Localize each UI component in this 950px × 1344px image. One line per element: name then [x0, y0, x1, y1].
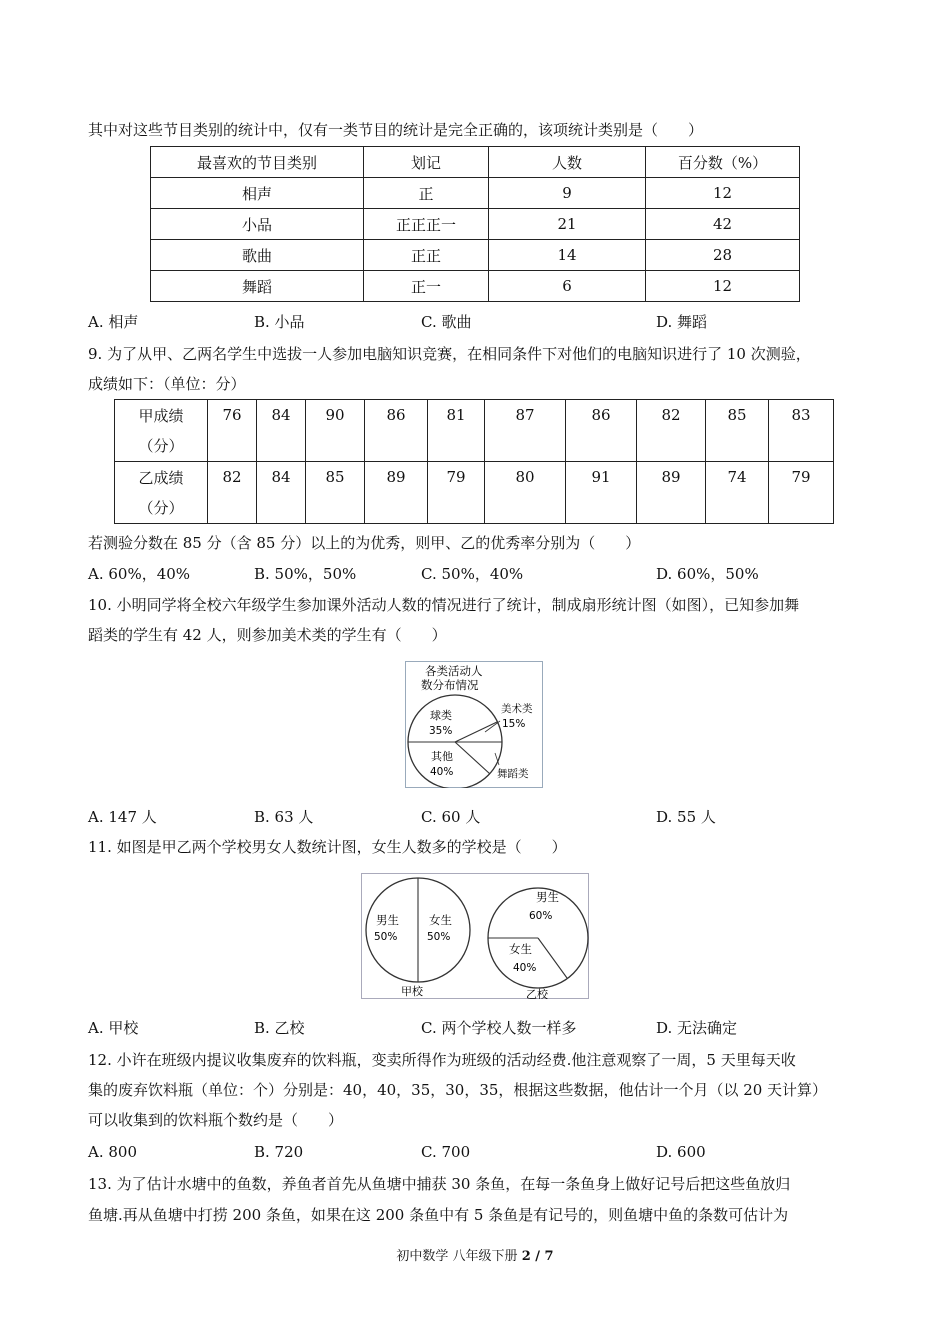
other-label: 其他 — [431, 750, 453, 763]
table-cell: 86 — [365, 400, 428, 462]
q9-options — [88, 564, 868, 584]
option-b: B. 乙校 — [254, 1019, 305, 1037]
q9-stem-line2: 成绩如下：（单位：分） — [88, 375, 246, 393]
school-a-label: 甲校 — [401, 985, 423, 998]
option-d: D. 无法确定 — [656, 1019, 738, 1037]
activity-pie-chart — [405, 661, 543, 788]
table-cell: 85 — [306, 462, 365, 524]
row-label-line: 甲成绩 — [138, 406, 184, 425]
table-cell: 正正正一 — [364, 209, 489, 240]
option-a: A. 800 — [88, 1143, 137, 1161]
table-header: 划记 — [364, 147, 489, 178]
q10-stem-line2: 蹈类的学生有 42 人，则参加美术类的学生有（ ） — [88, 626, 447, 644]
table-cell: 歌曲 — [151, 240, 364, 271]
option-a: A. 甲校 — [88, 1019, 139, 1037]
q8-stem: 其中对这些节目类别的统计中，仅有一类节目的统计是完全正确的，该项统计类别是（ ） — [88, 121, 704, 139]
table-header: 百分数（%） — [646, 147, 800, 178]
option-a: A. 147 人 — [88, 808, 157, 826]
q12-line3: 可以收集到的饮料瓶个数约是（ ） — [88, 1111, 344, 1129]
b-female-pct: 40% — [513, 962, 537, 974]
row-label-unit: （分） — [138, 498, 184, 517]
table-cell: 82 — [208, 462, 257, 524]
q11-stem: 11. 如图是甲乙两个学校男女人数统计图，女生人数多的学校是（ ） — [88, 838, 567, 856]
a-female-pct: 50% — [427, 931, 451, 943]
dance-label: 舞蹈类 — [497, 768, 529, 780]
option-d: D. 55 人 — [656, 808, 716, 826]
b-male-label: 男生 — [536, 890, 559, 904]
table-cell: 12 — [646, 178, 800, 209]
table-cell: 83 — [769, 400, 834, 462]
option-d: D. 60%，50% — [656, 565, 759, 583]
table-cell: 86 — [566, 400, 637, 462]
table-row — [115, 462, 834, 524]
q12-line1: 12. 小许在班级内提议收集废弃的饮料瓶，变卖所得作为班级的活动经费.他注意观察了一周，5 天里每天收 — [88, 1051, 796, 1069]
row-label-yi — [115, 462, 208, 524]
table-row — [151, 240, 800, 271]
option-b: B. 63 人 — [254, 808, 314, 826]
table-cell: 28 — [646, 240, 800, 271]
art-pct: 15% — [502, 718, 526, 730]
table-cell: 87 — [485, 400, 566, 462]
table-header: 最喜欢的节目类别 — [151, 147, 364, 178]
option-d: D. 600 — [656, 1143, 706, 1161]
school-pie-charts — [361, 873, 589, 999]
row-label-unit: （分） — [138, 436, 184, 455]
option-c: C. 700 — [421, 1143, 471, 1161]
option-c: C. 50%，40% — [421, 565, 524, 583]
table-row — [151, 271, 800, 302]
table-cell: 21 — [489, 209, 646, 240]
footer-text: 初中数学 八年级下册 — [396, 1249, 522, 1264]
table-cell: 89 — [365, 462, 428, 524]
q9-table — [114, 399, 834, 524]
table-cell: 6 — [489, 271, 646, 302]
option-d: D. 舞蹈 — [656, 313, 708, 331]
table-cell: 85 — [706, 400, 769, 462]
option-b: B. 50%，50% — [254, 565, 357, 583]
q8-options — [88, 312, 868, 332]
page-number: 2 / 7 — [521, 1249, 554, 1264]
table-cell: 91 — [566, 462, 637, 524]
option-c: C. 歌曲 — [421, 313, 472, 331]
table-row — [115, 400, 834, 462]
table-cell: 小品 — [151, 209, 364, 240]
q13-line1: 13. 为了估计水塘中的鱼数，养鱼者首先从鱼塘中捕获 30 条鱼，在每一条鱼身上做好记号后把这些鱼放归 — [88, 1175, 791, 1193]
pie-divider-art — [455, 722, 497, 742]
school-b-divider-2 — [538, 938, 567, 978]
pie-divider-dance — [455, 742, 490, 774]
q8-table — [150, 146, 800, 302]
option-a: A. 相声 — [88, 313, 139, 331]
table-cell: 89 — [637, 462, 706, 524]
ball-label: 球类 — [430, 709, 452, 722]
table-cell: 84 — [257, 462, 306, 524]
a-male-pct: 50% — [374, 931, 398, 943]
table-cell: 79 — [769, 462, 834, 524]
table-cell: 9 — [489, 178, 646, 209]
art-label: 美术类 — [501, 703, 533, 715]
table-cell: 81 — [428, 400, 485, 462]
table-cell: 79 — [428, 462, 485, 524]
q10-options — [88, 807, 868, 827]
q13-line2: 鱼塘.再从鱼塘中打捞 200 条鱼，如果在这 200 条鱼中有 5 条鱼是有记号的，则鱼塘中鱼的条数可估计为 — [88, 1206, 789, 1224]
q10-stem-line1: 10. 小明同学将全校六年级学生参加课外活动人数的情况进行了统计，制成扇形统计图（如图），已知参加舞 — [88, 596, 800, 614]
table-cell: 76 — [208, 400, 257, 462]
b-male-pct: 60% — [529, 910, 553, 922]
table-cell: 90 — [306, 400, 365, 462]
q12-line2: 集的废弃饮料瓶（单位：个）分别是：40，40，35，30，35，根据这些数据，他估计一个月（以 20 天计算） — [88, 1081, 828, 1099]
other-pct: 40% — [430, 766, 454, 778]
table-cell: 42 — [646, 209, 800, 240]
option-c: C. 两个学校人数一样多 — [421, 1019, 577, 1037]
table-cell: 74 — [706, 462, 769, 524]
q9-after: 若测验分数在 85 分（含 85 分）以上的为优秀，则甲、乙的优秀率分别为（ ） — [88, 534, 641, 552]
option-c: C. 60 人 — [421, 808, 481, 826]
table-cell: 82 — [637, 400, 706, 462]
row-label-line: 乙成绩 — [138, 468, 184, 487]
option-a: A. 60%，40% — [88, 565, 191, 583]
a-male-label: 男生 — [376, 913, 399, 927]
table-cell: 正 — [364, 178, 489, 209]
option-b: B. 720 — [254, 1143, 304, 1161]
table-header: 人数 — [489, 147, 646, 178]
option-b: B. 小品 — [254, 313, 305, 331]
table-cell: 14 — [489, 240, 646, 271]
chart-title-line1: 各类活动人 — [425, 664, 483, 678]
a-female-label: 女生 — [429, 913, 452, 927]
page-footer — [0, 1245, 950, 1264]
q9-stem-line1: 9. 为了从甲、乙两名学生中选拔一人参加电脑知识竞赛，在相同条件下对他们的电脑知识进行了 10 次测验， — [88, 345, 811, 363]
table-cell: 正正 — [364, 240, 489, 271]
table-cell: 84 — [257, 400, 306, 462]
row-label-jia — [115, 400, 208, 462]
table-cell: 舞蹈 — [151, 271, 364, 302]
table-cell: 80 — [485, 462, 566, 524]
table-cell: 相声 — [151, 178, 364, 209]
b-female-label: 女生 — [509, 942, 532, 956]
chart-title-line2: 数分布情况 — [421, 678, 479, 692]
ball-pct: 35% — [429, 725, 453, 737]
table-header-row — [151, 147, 800, 178]
table-row — [151, 178, 800, 209]
table-cell: 正一 — [364, 271, 489, 302]
school-b-label: 乙校 — [526, 988, 548, 999]
table-cell: 12 — [646, 271, 800, 302]
q11-options — [88, 1018, 868, 1038]
table-row — [151, 209, 800, 240]
q12-options — [88, 1142, 868, 1162]
